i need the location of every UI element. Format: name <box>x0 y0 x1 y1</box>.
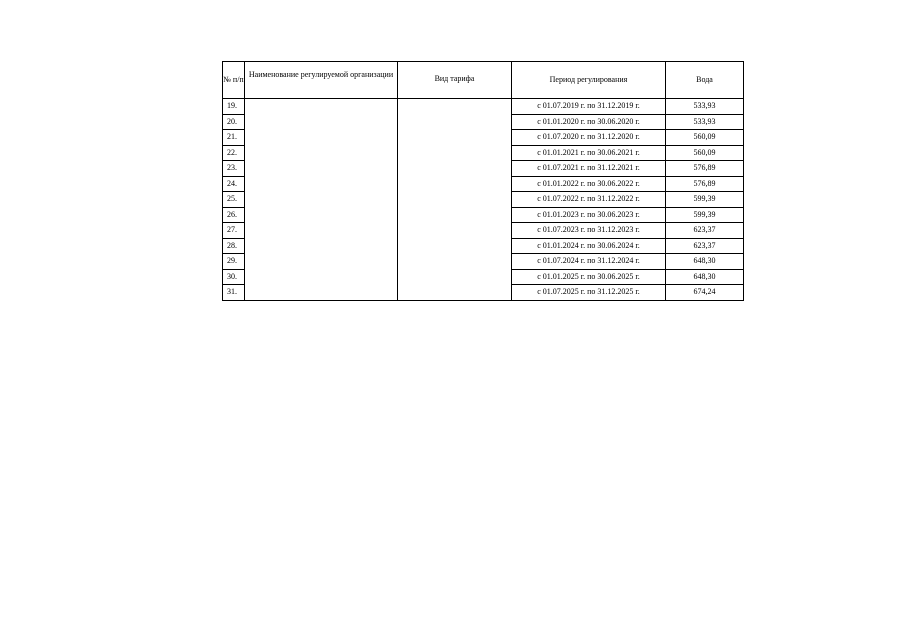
row-number-cell: 25. <box>223 192 245 208</box>
header-tariff-type: Вид тарифа <box>398 62 512 99</box>
header-period: Период регулирования <box>512 62 666 99</box>
period-cell: с 01.01.2022 г. по 30.06.2022 г. <box>512 176 666 192</box>
water-tariff-cell: 648,30 <box>666 254 744 270</box>
row-number-cell: 21. <box>223 130 245 146</box>
row-number-cell: 31. <box>223 285 245 301</box>
period-cell: с 01.01.2024 г. по 30.06.2024 г. <box>512 238 666 254</box>
row-number-cell: 19. <box>223 99 245 115</box>
row-number-cell: 22. <box>223 145 245 161</box>
row-number-cell: 24. <box>223 176 245 192</box>
row-number-cell: 20. <box>223 114 245 130</box>
row-number-cell: 27. <box>223 223 245 239</box>
period-cell: с 01.01.2021 г. по 30.06.2021 г. <box>512 145 666 161</box>
water-tariff-cell: 560,09 <box>666 130 744 146</box>
header-num: № п/п <box>223 62 245 99</box>
row-number-cell: 28. <box>223 238 245 254</box>
row-number-cell: 30. <box>223 269 245 285</box>
table-header-row <box>223 62 744 99</box>
row-number-cell: 26. <box>223 207 245 223</box>
period-cell: с 01.07.2019 г. по 31.12.2019 г. <box>512 99 666 115</box>
table-body <box>223 99 744 301</box>
period-cell: с 01.01.2025 г. по 30.06.2025 г. <box>512 269 666 285</box>
period-cell: с 01.01.2020 г. по 30.06.2020 г. <box>512 114 666 130</box>
period-cell: с 01.07.2021 г. по 31.12.2021 г. <box>512 161 666 177</box>
period-cell: с 01.01.2023 г. по 30.06.2023 г. <box>512 207 666 223</box>
water-tariff-cell: 576,89 <box>666 176 744 192</box>
period-cell: с 01.07.2022 г. по 31.12.2022 г. <box>512 192 666 208</box>
header-water: Вода <box>666 62 744 99</box>
water-tariff-cell: 623,37 <box>666 238 744 254</box>
water-tariff-cell: 599,39 <box>666 192 744 208</box>
header-organization: Наименование регулируемой организации <box>245 62 398 99</box>
period-cell: с 01.07.2025 г. по 31.12.2025 г. <box>512 285 666 301</box>
water-tariff-cell: 648,30 <box>666 269 744 285</box>
water-tariff-cell: 533,93 <box>666 114 744 130</box>
water-tariff-cell: 560,09 <box>666 145 744 161</box>
water-tariff-cell: 674,24 <box>666 285 744 301</box>
tariff-type-cell <box>398 99 512 301</box>
organization-cell <box>245 99 398 301</box>
water-tariff-cell: 623,37 <box>666 223 744 239</box>
row-number-cell: 23. <box>223 161 245 177</box>
water-tariff-cell: 576,89 <box>666 161 744 177</box>
tariff-table <box>222 61 744 301</box>
row-number-cell: 29. <box>223 254 245 270</box>
water-tariff-cell: 533,93 <box>666 99 744 115</box>
period-cell: с 01.07.2020 г. по 31.12.2020 г. <box>512 130 666 146</box>
table-row <box>223 99 744 115</box>
period-cell: с 01.07.2023 г. по 31.12.2023 г. <box>512 223 666 239</box>
water-tariff-cell: 599,39 <box>666 207 744 223</box>
period-cell: с 01.07.2024 г. по 31.12.2024 г. <box>512 254 666 270</box>
